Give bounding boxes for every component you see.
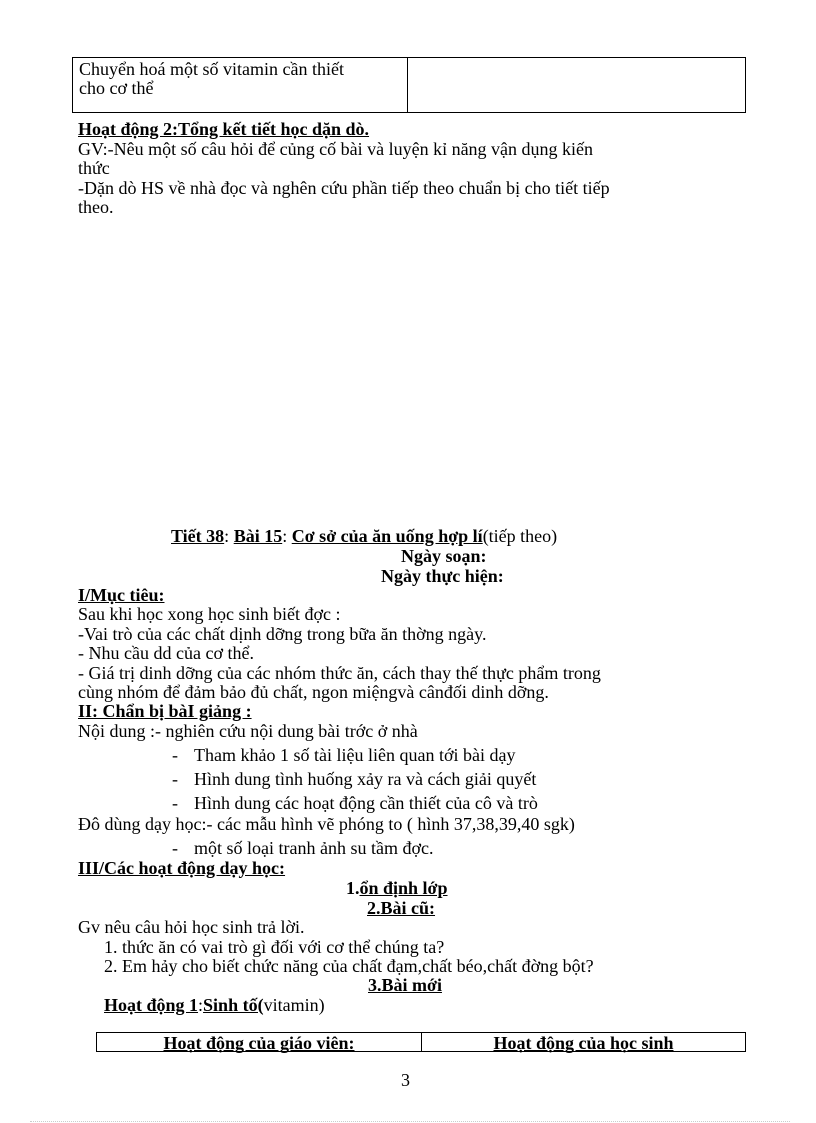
activity2-homework-line: theo. <box>78 197 114 217</box>
section2-bullet <box>172 770 536 789</box>
question-item: 1. thức ăn có vai trò gì đối với cơ thể chúng ta? <box>104 937 445 957</box>
activity2-gv-line: GV:-Nêu một số câu hỏi để củng cố bài và luyện kỉ năng vận dụng kiến <box>78 139 594 159</box>
section2-bullet-text: Hình dung các hoạt động cần thiết của cô và trò <box>194 793 538 813</box>
activity1-title: Sinh tố( <box>203 995 264 1015</box>
section2-bullet <box>172 839 433 858</box>
question-intro: Gv nêu câu hỏi học sinh trả lời. <box>78 917 305 937</box>
section1-item: - Nhu cầu dd của cơ thể. <box>78 643 254 663</box>
section2-bullet-text: Tham khảo 1 số tài liệu liên quan tới bài dạy <box>194 745 516 765</box>
section1-heading: I/Mục tiêu: <box>78 585 165 605</box>
lesson-tiet: Tiết 38 <box>171 526 225 546</box>
activity1-sep: : <box>198 995 204 1015</box>
section3-heading: III/Các hoạt động dạy học: <box>78 858 286 878</box>
activity2-heading: Hoạt động 2:Tổng kết tiết học dặn dò. <box>78 119 370 139</box>
section2-equipment: Đô dùng dạy học:- các mẫu hình vẽ phóng to ( hình 37,38,39,40 sgk) <box>78 814 575 834</box>
activity1-line <box>104 996 325 1015</box>
step1-number: 1. <box>346 878 360 898</box>
step1-line <box>346 879 448 898</box>
section2-bullet-text: Hình dung tình huống xảy ra và cách giải quyết <box>194 769 537 789</box>
section1-intro: Sau khi học xong học sinh biết đợc : <box>78 604 341 624</box>
top-table-cell-left <box>73 58 408 112</box>
top-table-line: Chuyển hoá một số vitamin cần thiết <box>79 59 344 79</box>
section2-bullet <box>172 746 515 765</box>
dash-icon: - <box>172 838 178 858</box>
section1-item: cùng nhóm để đảm bảo đủ chất, ngon miệngvà cânđối dinh dỡng. <box>78 682 549 702</box>
lesson-bai: Bài 15 <box>233 526 283 546</box>
page-bottom-divider <box>30 1121 790 1122</box>
ngay-soan: Ngày soạn: <box>401 546 487 566</box>
section2-bullet <box>172 794 538 813</box>
col-student-header: Hoạt động của học sinh <box>493 1033 674 1053</box>
section1-item: - Giá trị dinh dỡng của các nhóm thức ăn, cách thay thế thực phẩm trong <box>78 663 601 683</box>
lesson-sep: : <box>224 526 234 546</box>
dash-icon: - <box>172 745 178 765</box>
question-item: 2. Em hảy cho biết chức năng của chất đạm,chất béo,chất đờng bột? <box>104 956 594 976</box>
top-table-line: cho cơ thể <box>79 78 154 98</box>
top-table <box>72 57 746 113</box>
step1-title: ổn định lớp <box>359 878 448 898</box>
lesson-suffix: (tiếp theo) <box>482 526 558 546</box>
lesson-title-line <box>171 527 557 546</box>
page-number: 3 <box>401 1070 410 1090</box>
dash-icon: - <box>172 769 178 789</box>
lesson-title: Cơ sở của ăn uống hợp lí <box>291 526 483 546</box>
activity2-gv-line: thức <box>78 158 110 178</box>
activity1-suffix: vitamin) <box>263 995 325 1015</box>
lesson-sep: : <box>282 526 292 546</box>
section2-content-intro: Nội dung :- nghiên cứu nội dung bài trớc ở nhà <box>78 721 418 741</box>
activity2-homework-line: -Dặn dò HS về nhà đọc và nghên cứu phần tiếp theo chuẩn bị cho tiết tiếp <box>78 178 610 198</box>
section2-heading: II: Chẩn bị bàI giảng : <box>78 701 252 721</box>
activity1-label: Hoạt động 1 <box>104 995 199 1015</box>
step3-title: 3.Bài mới <box>368 975 442 995</box>
ngay-thuc-hien: Ngày thực hiện: <box>381 566 504 586</box>
section1-item: -Vai trò của các chất dịnh dỡng trong bữa ăn thờng ngày. <box>78 624 487 644</box>
dash-icon: - <box>172 793 178 813</box>
col-teacher-header: Hoạt động của giáo viên: <box>97 1033 422 1051</box>
activity-table-header <box>96 1032 746 1052</box>
section2-bullet-text: một số loại tranh ảnh su tầm đợc. <box>194 838 434 858</box>
step2-title: 2.Bài cũ: <box>367 898 436 918</box>
